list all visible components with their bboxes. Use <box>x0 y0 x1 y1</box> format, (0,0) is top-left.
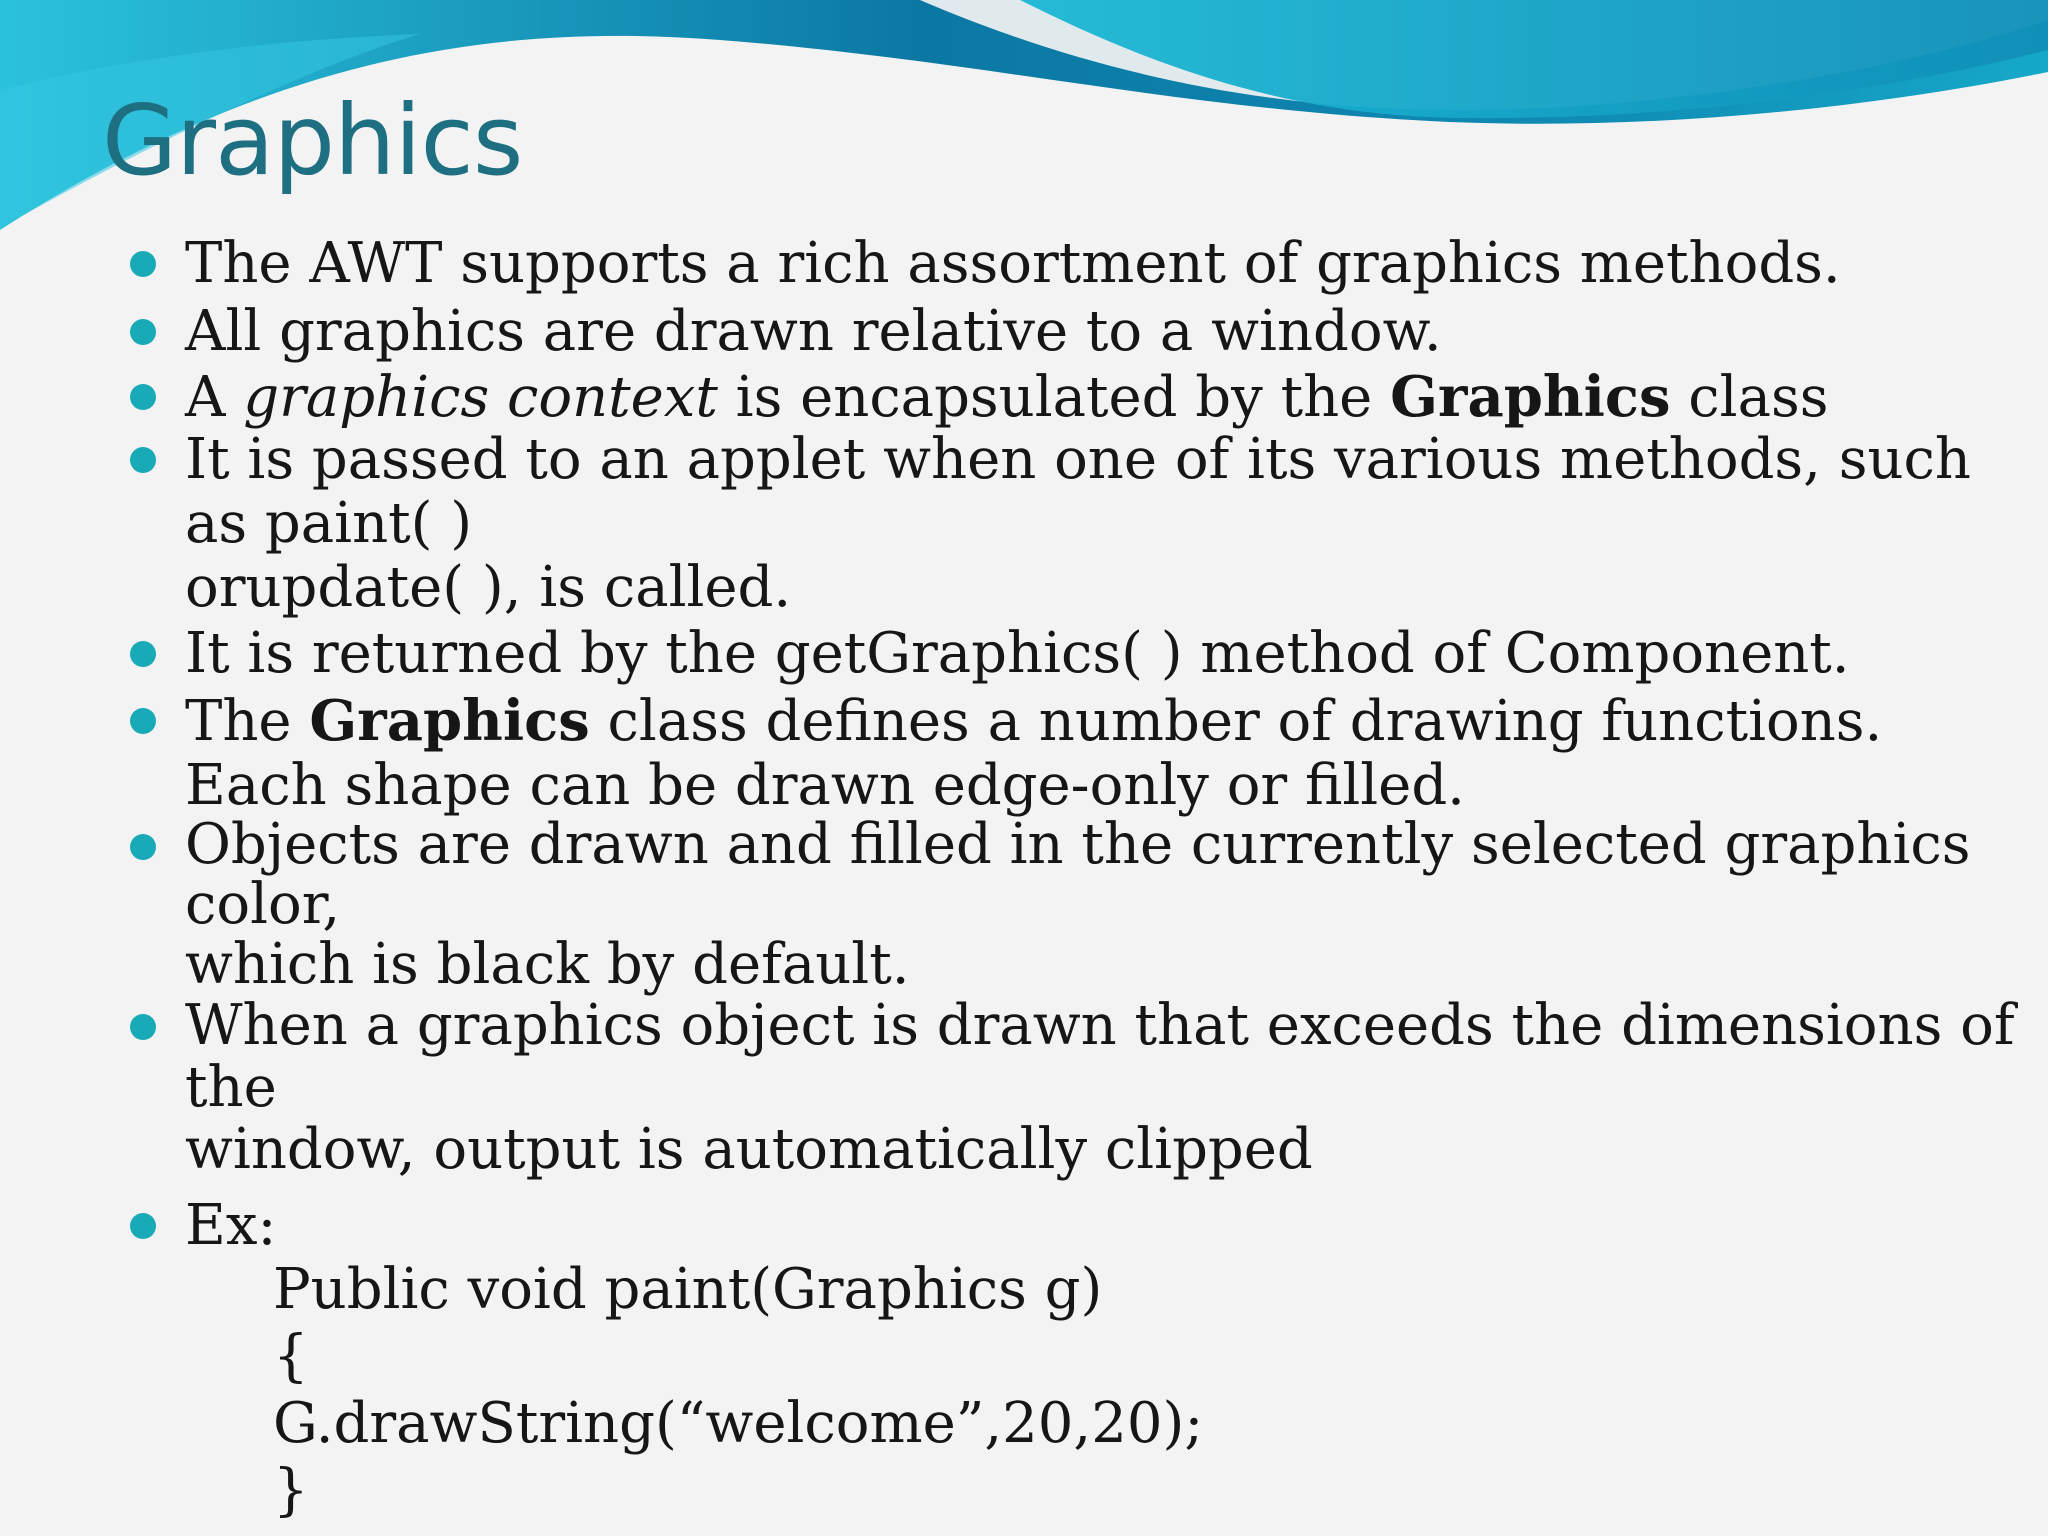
list-item <box>130 428 1971 620</box>
list-item <box>130 365 1828 430</box>
bullet-text-line-3: which is black by default. <box>185 932 910 997</box>
list-item <box>130 995 2015 1181</box>
list-item <box>130 812 1971 997</box>
code-line: } <box>273 1458 309 1523</box>
bullet-text-line-3: orupdate( ), is called. <box>185 555 792 620</box>
list-item <box>130 1194 276 1258</box>
bullet-text-line-2: the <box>185 1055 277 1120</box>
bullet-text: The AWT supports a rich assortment of graphics methods. <box>185 231 1841 296</box>
bullet-text-line-2: Each shape can be drawn edge-only or filled. <box>185 753 1465 818</box>
list-item <box>130 689 1882 818</box>
slide-title: Graphics <box>102 84 523 197</box>
list-item <box>130 622 1850 686</box>
list-item <box>130 300 1442 364</box>
bold-class-name: Graphics <box>309 688 590 754</box>
bullet-text-line-1: It is passed to an applet when one of its various methods, such <box>185 427 1971 492</box>
bullet-text: A graphics context is encapsulated by the Graphics class <box>185 364 1829 430</box>
code-example <box>273 1256 1203 1524</box>
bullet-text: It is returned by the getGraphics( ) method of Component. <box>185 621 1850 686</box>
italic-term: graphics context <box>243 365 718 430</box>
bullet-text-line-1: Objects are drawn and filled in the currently selected graphics <box>185 812 1971 877</box>
list-item <box>130 232 1841 296</box>
code-line: { <box>273 1324 309 1389</box>
bullet-text-line-1: When a graphics object is drawn that exceeds the dimensions of <box>185 993 2015 1058</box>
bullet-text-line-2: color, <box>185 872 341 937</box>
bullet-text-line-2: as paint( ) <box>185 491 473 556</box>
bullet-text: Ex: <box>185 1193 277 1258</box>
bullet-text-line-1: The Graphics class defines a number of drawing functions. <box>185 688 1883 754</box>
bold-class-name: Graphics <box>1390 364 1671 430</box>
bullet-text-line-3: window, output is automatically clipped <box>185 1117 1313 1182</box>
bullet-text: All graphics are drawn relative to a window. <box>185 299 1442 364</box>
code-line: Public void paint(Graphics g) <box>273 1257 1103 1322</box>
code-line: G.drawString(“welcome”,20,20); <box>273 1391 1204 1456</box>
